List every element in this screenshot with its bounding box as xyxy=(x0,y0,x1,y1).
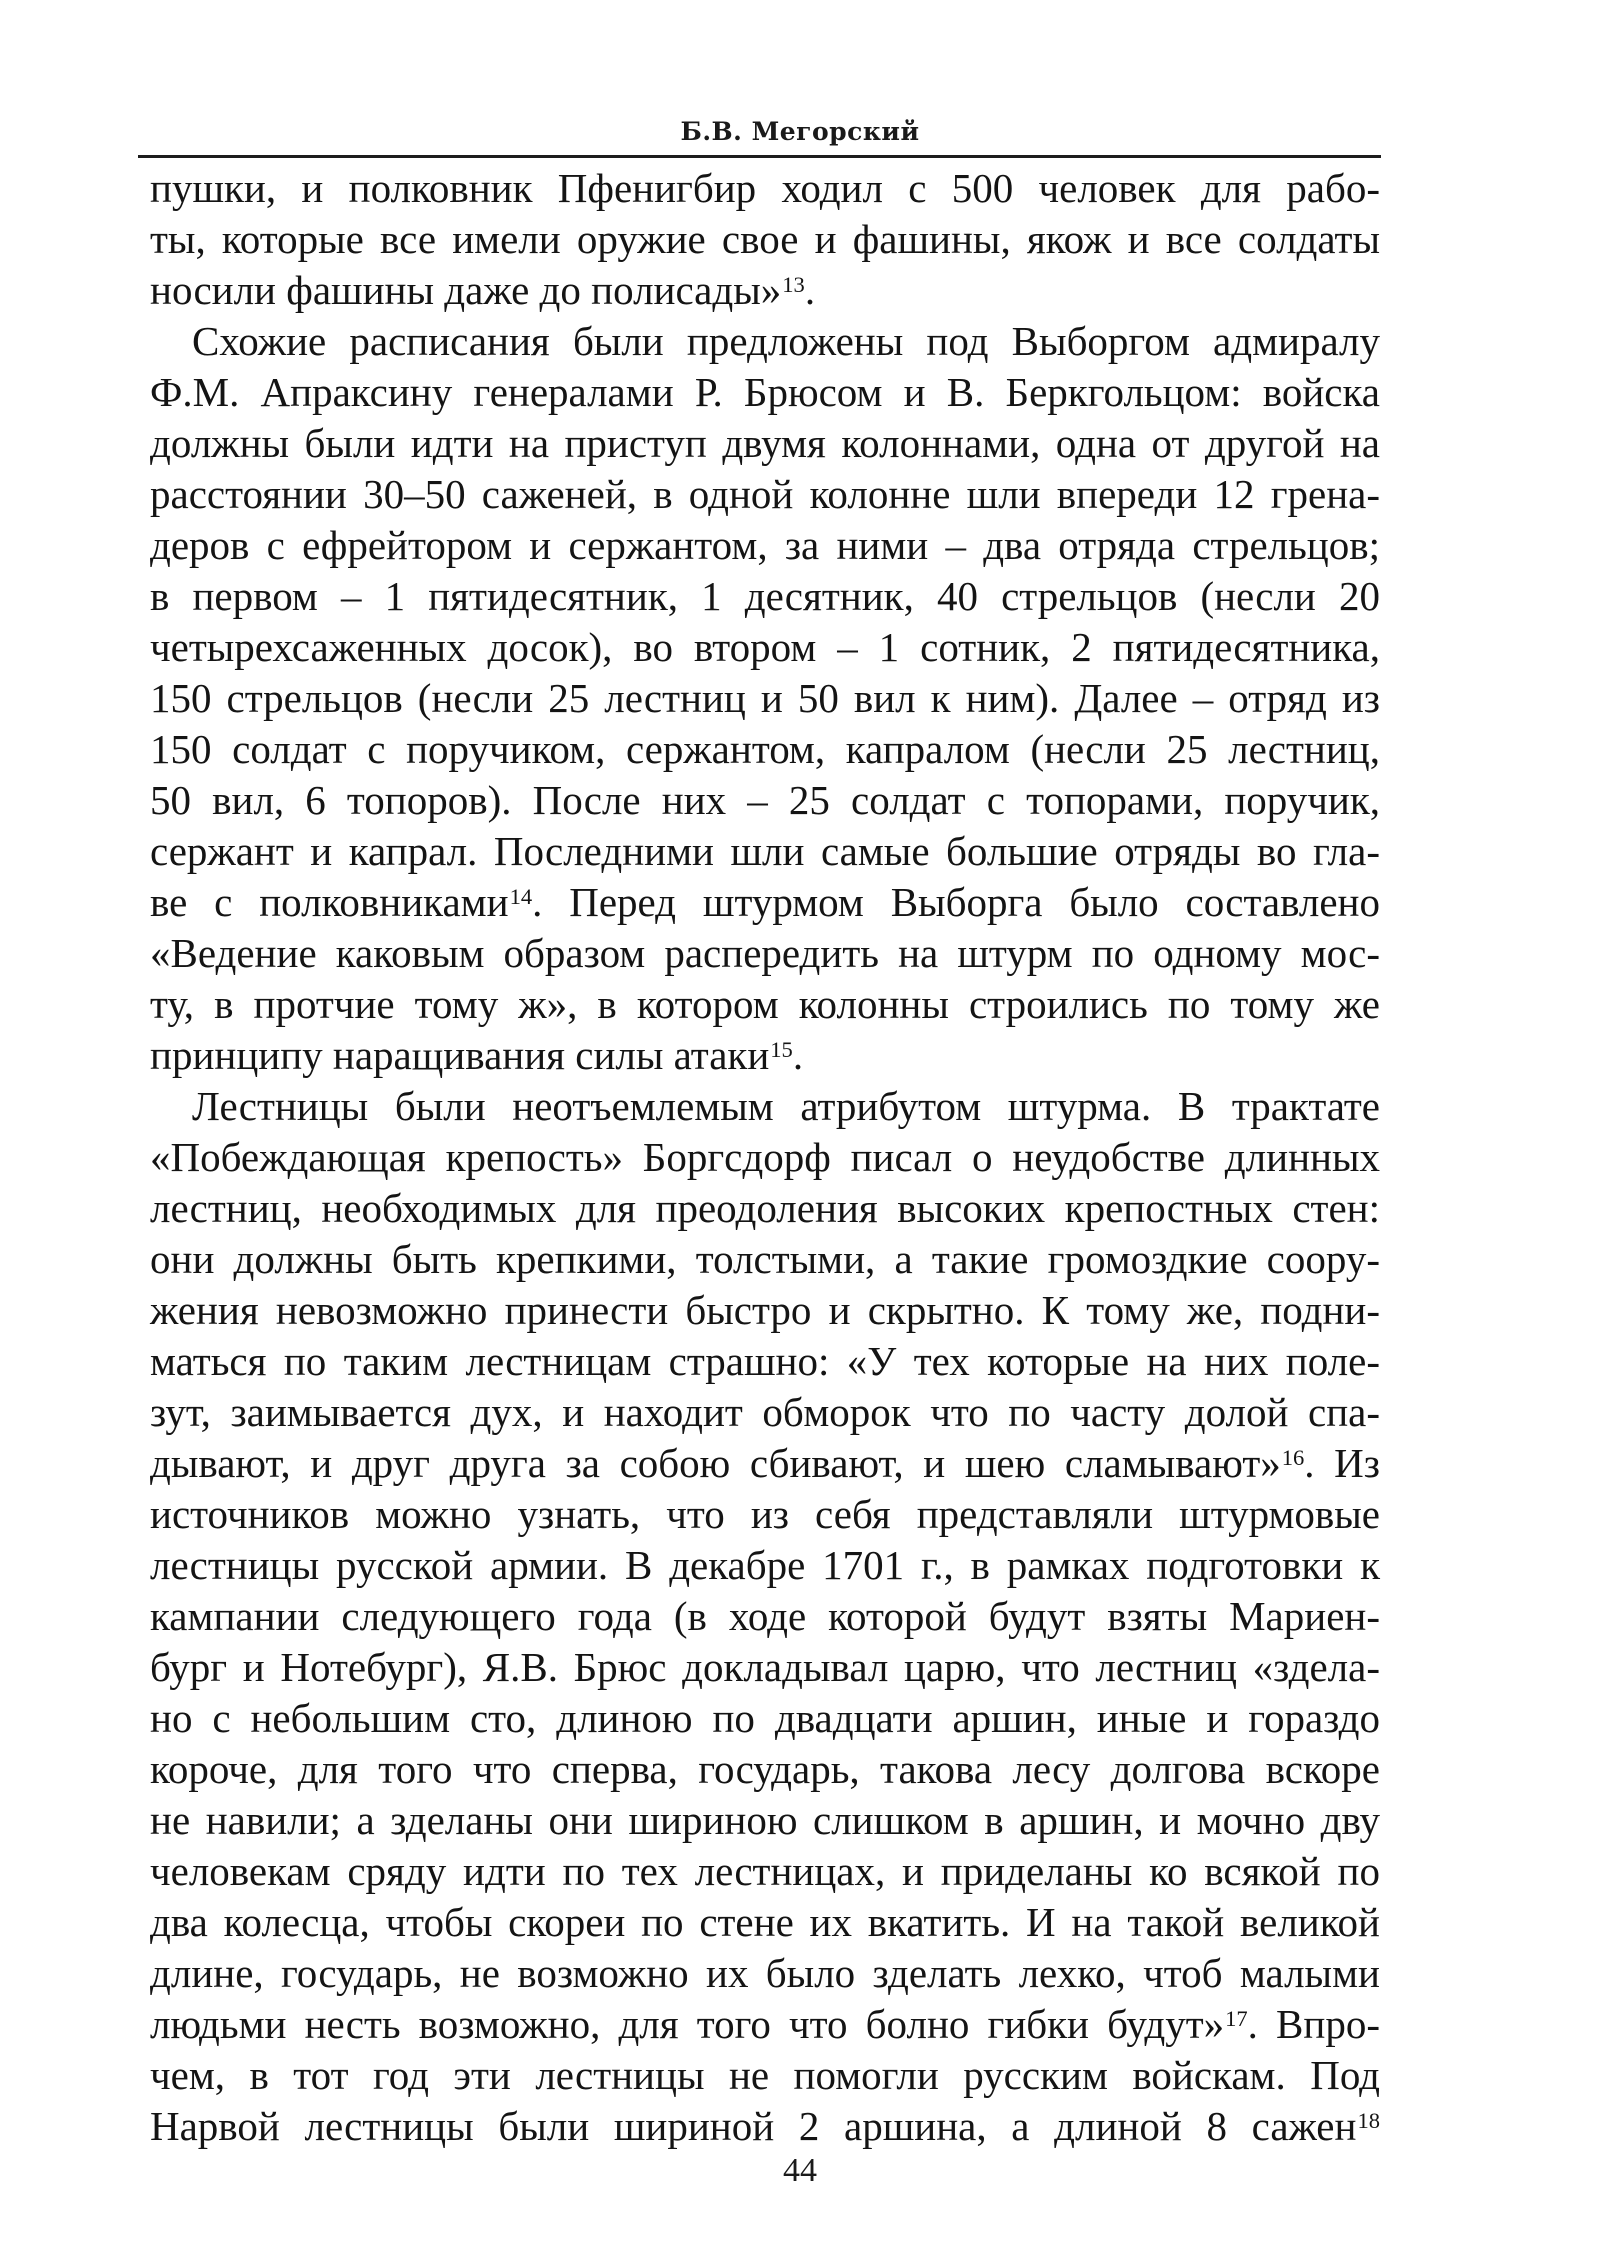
line-text: не навили; а зделаны они шириною слишком в аршин, и мочно дву xyxy=(150,1797,1380,1843)
text-line xyxy=(150,1744,1380,1795)
text-line xyxy=(150,826,1380,877)
line-text: 150 стрельцов (несли 25 лестниц и 50 вил к ним). Далее – отряд из xyxy=(150,675,1380,721)
line-text: 150 солдат с поручиком, сержантом, капралом (несли 25 лестниц, xyxy=(150,726,1380,772)
line-text: длине, государь, не возможно их было зделать лехко, чтоб малыми xyxy=(150,1950,1380,1996)
line-text: людьми несть возможно, для того что болно гибки будут» xyxy=(150,2001,1225,2047)
text-line xyxy=(150,214,1380,265)
line-text: Лестницы были неотъемлемым атрибутом штурма. В трактате xyxy=(192,1083,1380,1129)
line-text: деров с ефрейтором и сержантом, за ними – два отряда стрельцов; xyxy=(150,522,1380,568)
line-text: ве с полковниками xyxy=(150,879,509,925)
line-text: маться по таким лестницам страшно: «У тех которые на них поле- xyxy=(150,1338,1380,1384)
text-line xyxy=(150,928,1380,979)
page-number: 44 xyxy=(783,2152,817,2189)
text-line xyxy=(150,520,1380,571)
text-line xyxy=(150,1285,1380,1336)
line-text: короче, для того что сперва, государь, такова лесу долгова вскоре xyxy=(150,1746,1380,1792)
line-text: расстоянии 30–50 саженей, в одной колонне шли впереди 12 грена- xyxy=(150,471,1380,517)
running-head: Б.В. Мегорский xyxy=(680,117,920,146)
text-line xyxy=(150,1642,1380,1693)
text-line xyxy=(150,265,1380,316)
paragraph xyxy=(150,316,1380,1081)
line-text: человекам сряду идти по тех лестницах, и приделаны ко всякой по xyxy=(150,1848,1380,1894)
text-line xyxy=(150,367,1380,418)
paragraph xyxy=(150,1081,1380,2152)
header-rule xyxy=(138,155,1381,158)
line-text-continued: . Из xyxy=(1304,1440,1380,1486)
line-text: сержант и капрал. Последними шли самые большие отряды во гла- xyxy=(150,828,1380,874)
line-text: источников можно узнать, что из себя представляли штурмовые xyxy=(150,1491,1380,1537)
text-line xyxy=(150,1795,1380,1846)
line-text-continued: . Перед штурмом Выборга было составлено xyxy=(532,879,1380,925)
line-text: ты, которые все имели оружие свое и фашины, якож и все солдаты xyxy=(150,216,1380,262)
text-line xyxy=(150,979,1380,1030)
footnote-marker: 16 xyxy=(1281,1444,1305,1470)
line-text: пушки, и полковник Пфенигбир ходил с 500 человек для рабо- xyxy=(150,165,1380,211)
line-text-continued: . xyxy=(804,267,816,313)
line-text: лестниц, необходимых для преодоления высоких крепостных стен: xyxy=(150,1185,1380,1231)
line-text-continued: . xyxy=(792,1032,804,1078)
line-text-continued: . Впро- xyxy=(1247,2001,1380,2047)
text-line xyxy=(150,1489,1380,1540)
line-text: бург и Нотебург), Я.В. Брюс докладывал царю, что лестниц «здела- xyxy=(150,1644,1380,1690)
footnote-marker: 15 xyxy=(770,1036,793,1062)
text-line xyxy=(150,1897,1380,1948)
line-text: чем, в тот год эти лестницы не помогли русским войскам. Под xyxy=(150,2052,1380,2098)
line-text: они должны быть крепкими, толстыми, а такие громоздкие соору- xyxy=(150,1236,1380,1282)
paragraph xyxy=(150,163,1380,316)
line-text: носили фашины даже до полисады» xyxy=(150,267,782,313)
line-text: «Побеждающая крепость» Боргсдорф писал о неудобстве длинных xyxy=(150,1134,1380,1180)
text-line xyxy=(150,1540,1380,1591)
line-text: Схожие расписания были предложены под Выборгом адмиралу xyxy=(192,318,1380,364)
line-text: 50 вил, 6 топоров). После них – 25 солдат с топорами, поручик, xyxy=(150,777,1380,823)
footnote-marker: 18 xyxy=(1357,2107,1380,2133)
footnote-marker: 13 xyxy=(782,271,805,297)
text-line xyxy=(150,775,1380,826)
text-line xyxy=(150,1030,1380,1081)
footnote-marker: 17 xyxy=(1225,2005,1248,2031)
text-line xyxy=(150,1132,1380,1183)
text-line xyxy=(150,1693,1380,1744)
text-line xyxy=(150,622,1380,673)
text-line xyxy=(150,1336,1380,1387)
text-line xyxy=(150,1438,1380,1489)
text-body xyxy=(150,163,1380,2152)
line-text: четырехсаженных досок), во втором – 1 сотник, 2 пятидесятника, xyxy=(150,624,1380,670)
line-text: Ф.М. Апраксину генералами Р. Брюсом и В. Беркгольцом: войска xyxy=(150,369,1380,415)
text-line xyxy=(150,418,1380,469)
text-line xyxy=(150,2050,1380,2101)
text-line xyxy=(150,469,1380,520)
line-text: кампании следующего года (в ходе которой будут взяты Мариен- xyxy=(150,1593,1380,1639)
line-text: жения невозможно принести быстро и скрытно. К тому же, подни- xyxy=(150,1287,1380,1333)
text-line xyxy=(150,724,1380,775)
line-text: дывают, и друг друга за собою сбивают, и шею сламывают» xyxy=(150,1440,1281,1486)
text-line xyxy=(150,571,1380,622)
text-line xyxy=(150,2101,1380,2152)
line-text: зут, заимывается дух, и находит обморок что по часту долой спа- xyxy=(150,1389,1380,1435)
line-text: лестницы русской армии. В декабре 1701 г., в рамках подготовки к xyxy=(150,1542,1380,1588)
text-line xyxy=(150,877,1380,928)
line-text: Нарвой лестницы были шириной 2 аршина, а длиной 8 сажен xyxy=(150,2103,1357,2149)
text-line xyxy=(150,1948,1380,1999)
footnote-marker: 14 xyxy=(509,883,533,909)
text-line xyxy=(150,1846,1380,1897)
line-text: в первом – 1 пятидесятник, 1 десятник, 40 стрельцов (несли 20 xyxy=(150,573,1380,619)
text-line xyxy=(150,1081,1380,1132)
line-text: но с небольшим сто, длиною по двадцати аршин, иные и гораздо xyxy=(150,1695,1380,1741)
text-line xyxy=(150,316,1380,367)
text-line xyxy=(150,1183,1380,1234)
text-line xyxy=(150,673,1380,724)
line-text: два колесца, чтобы скореи по стене их вкатить. И на такой великой xyxy=(150,1899,1380,1945)
line-text: ту, в протчие тому ж», в котором колонны строились по тому же xyxy=(150,981,1380,1027)
text-line xyxy=(150,1999,1380,2050)
text-line xyxy=(150,163,1380,214)
text-line xyxy=(150,1387,1380,1438)
text-line xyxy=(150,1234,1380,1285)
line-text: «Ведение каковым образом распередить на штурм по одному мос- xyxy=(150,930,1380,976)
text-line xyxy=(150,1591,1380,1642)
line-text: должны были идти на приступ двумя колоннами, одна от другой на xyxy=(150,420,1380,466)
line-text: принципу наращивания силы атаки xyxy=(150,1032,770,1078)
